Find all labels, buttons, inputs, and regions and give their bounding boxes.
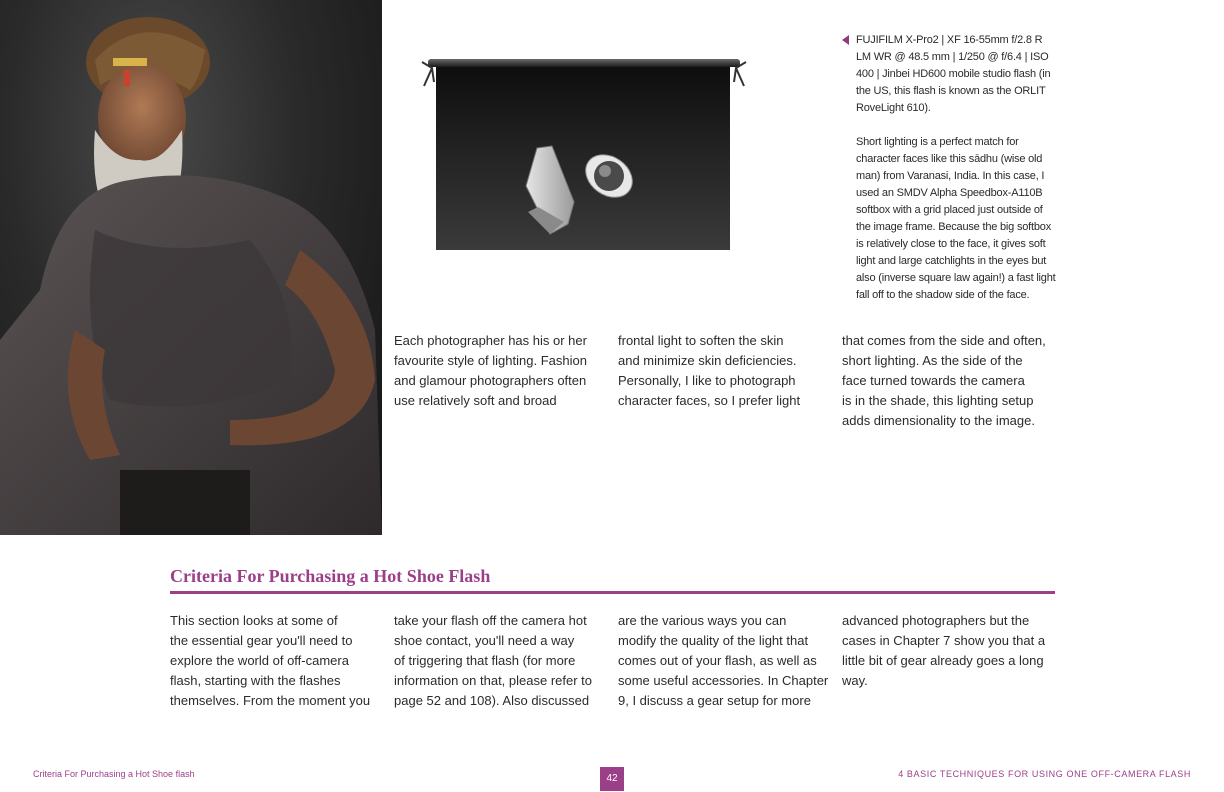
section-column-1: This section looks at some of the essential gear you'll need to explore the world of off-camera flash, starting with the flashes themselves. From the moment you — [170, 613, 371, 708]
lighting-setup-diagram — [412, 52, 752, 257]
portrait-illustration — [0, 0, 382, 535]
backdrop-paper — [436, 62, 730, 250]
section-column-2: take your flash off the camera hot shoe contact, you'll need a way of triggering that flash (for more information on that, please refer to page 52 and 108). Also discussed — [394, 613, 593, 708]
lighting-diagram-illustration — [412, 52, 752, 257]
footer-section-name: Criteria For Purchasing a Hot Shoe flash — [33, 769, 195, 779]
section-heading: Criteria For Purchasing a Hot Shoe Flash — [170, 566, 1055, 594]
left-triangle-icon — [842, 35, 849, 45]
caption-camera-settings: FUJIFILM X-Pro2 | XF 16-55mm f/2.8 R LM WR @ 48.5 mm | 1/250 @ f/6.4 | ISO 400 | Jinbei HD600 mobile studio flash (in the US, this flash is known as the ORLIT RoveLight 610). — [856, 34, 1051, 114]
section-column-4: advanced photographers but the cases in Chapter 7 show you that a little bit of gear already goes a long way. — [842, 613, 1046, 688]
section-column-3: are the various ways you can modify the quality of the light that comes out of your flash, as well as some useful accessories. In Chapter 9, I discuss a gear setup for more — [618, 613, 829, 708]
portrait-photo — [0, 0, 382, 535]
backdrop-pole — [428, 59, 740, 67]
intro-column-2: frontal light to soften the skin and minimize skin deficiencies. Personally, I like to photograph character faces, so I prefer light — [618, 333, 801, 408]
photo-caption — [842, 32, 1057, 304]
caption-description: Short lighting is a perfect match for character faces like this sādhu (wise old man) from Varanasi, India. In this case, I used an SMDV Alpha Speedbox-A110B softbox with a grid placed just outside of the image frame. Because the big softbox is relatively close to the face, it gives soft light and large catchlights in the eyes but also (inverse square law again!) a fast light fall off to the shadow side of the face. — [856, 136, 1056, 301]
intro-column-3: that comes from the side and often, short lighting. As the side of the face turned towards the camera is in the shade, this lighting setup adds dimensionality to the image. — [842, 333, 1046, 428]
intro-column-1: Each photographer has his or her favourite style of lighting. Fashion and glamour photographers often use relatively soft and broad — [394, 333, 587, 408]
page-number: 42 — [600, 767, 624, 791]
footer-chapter-title: 4 BASIC TECHNIQUES FOR USING ONE OFF-CAMERA FLASH — [898, 769, 1191, 779]
